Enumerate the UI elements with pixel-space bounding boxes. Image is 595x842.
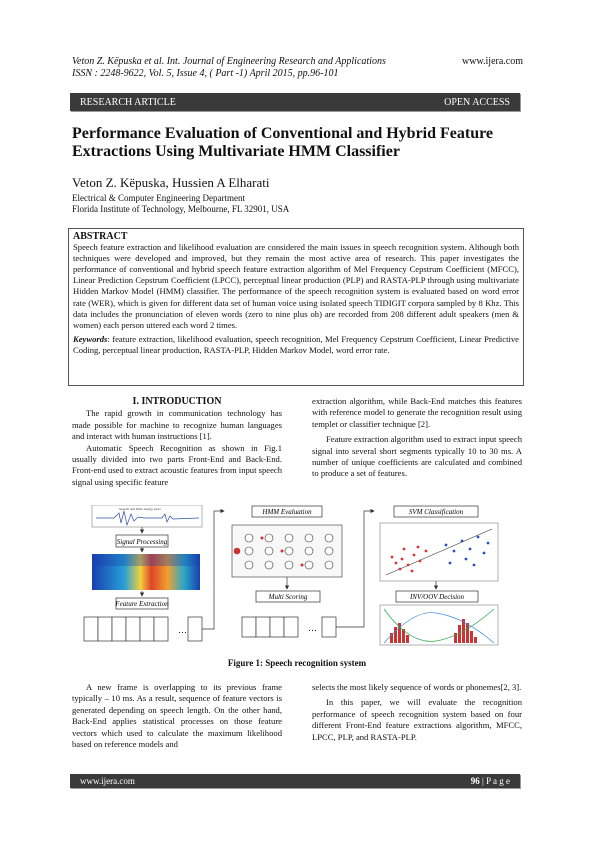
intro-paragraph-1: The rapid growth in communication technology has made possible for machine to recognize human languages and interact with human instructions [1].: [72, 408, 282, 442]
article-type: RESEARCH ARTICLE: [80, 96, 176, 108]
affiliation-address: Florida Institute of Technology, Melbourne, FL 32901, USA: [72, 204, 290, 214]
waveform-plot-title: Speech and filter energy plots: [119, 507, 161, 511]
left-column-bottom: [72, 682, 282, 750]
affiliation-dept: Electrical & Computer Engineering Department: [72, 193, 245, 203]
abstract-box: [68, 228, 524, 386]
right-column-bottom: [312, 682, 522, 743]
footer-site-link[interactable]: www.ijera.com: [80, 776, 135, 786]
paper-title: Performance Evaluation of Conventional and Hybrid Feature Extractions Using Multivariate HMM Classifier: [72, 125, 494, 160]
figure-caption: Figure 1: Speech recognition system: [227, 658, 367, 668]
abstract-text: Speech feature extraction and likelihood evaluation are considered the main issues in speech recognition system. Although both techniques were developed and improved, but they remain the most active area of research. This paper investigates the performance of conventional and hybrid speech feature extraction algorithm of Mel Frequency Cepstrum Coefficient (MFCC), Linear Prediction Cepstrum Coefficient (LPCC), perceptual linear production (PLP) and RASTA-PLP through using multivariate Hidden Markov Model (HMM) classifier. The performance of the speech recognition system is evaluated based on word error rate (WER), which is given for different data set of human voice using isolated speech TIDIGIT corpora sampled by 8 Khz. This data includes the pronunciation of eleven words (zero to nine plus oh) are recorded from 208 different adult speakers (men & women) each person uttered each word 2 times.: [73, 242, 519, 330]
left-column-top: [72, 396, 282, 488]
page-label: | P a g e: [482, 776, 510, 786]
page-number: 96: [470, 776, 480, 786]
page-footer: [70, 774, 520, 788]
multi-scoring-label: Multi Scoring: [268, 593, 308, 601]
article-banner: [70, 93, 520, 111]
svm-classification-label: SVM Classification: [408, 508, 464, 516]
keywords-label: Keywords: [73, 333, 108, 344]
hmm-evaluation-label: HMM Evaluation: [262, 508, 312, 516]
decision-histogram: [380, 605, 498, 645]
abstract-heading: ABSTRACT: [73, 231, 128, 242]
intro-paragraph-3: Feature extraction algorithm used to extract input speech signal into several short segments typically 10 to 30 ms. A number of unique coefficients are calculated and combined to produce a set of features.: [312, 434, 522, 479]
waveform-plot: [92, 505, 202, 527]
intro-paragraph-4-continued: selects the most likely sequence of words or phonemes[2, 3].: [312, 682, 522, 692]
affiliation: [72, 193, 289, 215]
intro-paragraph-2-continued: extraction algorithm, while Back-End matches this features with reference model to generate the recognition result using templet or classifier technique [2].: [312, 396, 522, 429]
section-heading-introduction: I. INTRODUCTION: [132, 396, 222, 407]
score-vector-boxes: [242, 617, 336, 637]
intro-paragraph-5: In this paper, we will evaluate the recognition performance of speech recognition system based on four different Front-End feature extractions algorithm, MFCC, LPCC, PLP, and RASTA-PLP.: [312, 697, 522, 742]
keywords: [73, 334, 519, 356]
intro-paragraph-2: Automatic Speech Recognition as shown in Fig.1 usually divided into two parts Front-End and Back-End. Front-end used to extract acoustic features from input speech signal using specific feature: [72, 442, 282, 487]
svm-scatter-plot: [380, 523, 498, 581]
ellipsis-left: …: [178, 625, 187, 635]
intro-paragraph-4: A new frame is overlapping to its previous frame typically – 10 ms. As a result, sequence of feature vectors is generated depending on speech length. On the other hand, Back-End applies statistical processes on those feature vectors which used to calculate the maximum likelihood based on reference models and: [72, 682, 282, 750]
issn-line: ISSN : 2248-9622, Vol. 5, Issue 4, ( Part -1) April 2015, pp.96-101: [72, 68, 339, 79]
speech-recognition-figure: [74, 505, 520, 653]
open-access-label: OPEN ACCESS: [444, 96, 510, 108]
signal-processing-label: Signal Processing: [116, 538, 168, 546]
running-header: [72, 56, 386, 80]
inv-oov-decision-label: INV/OOV Decision: [409, 593, 465, 601]
keywords-text: : feature extraction, likelihood evaluation, speech recognition, Mel Frequency Cepstrum Coefficient, Linear Predictive Coding, perceptual linear production, RASTA-PLP, Hidden Markov Model, word error rate.: [73, 333, 519, 355]
spectrogram: [92, 554, 200, 590]
ellipsis-middle: …: [308, 623, 317, 633]
hmm-states-diagram: [232, 525, 342, 577]
page-number-group: [471, 776, 510, 786]
authors: Veton Z. Këpuska, Hussien A Elharati: [72, 175, 270, 190]
right-column-top: [312, 396, 522, 480]
header-site-link[interactable]: www.ijera.com: [462, 56, 523, 67]
journal-line: Veton Z. Këpuska et al. Int. Journal of Engineering Research and Applications: [72, 56, 386, 67]
feature-extraction-label: Feature Extraction: [115, 600, 169, 608]
